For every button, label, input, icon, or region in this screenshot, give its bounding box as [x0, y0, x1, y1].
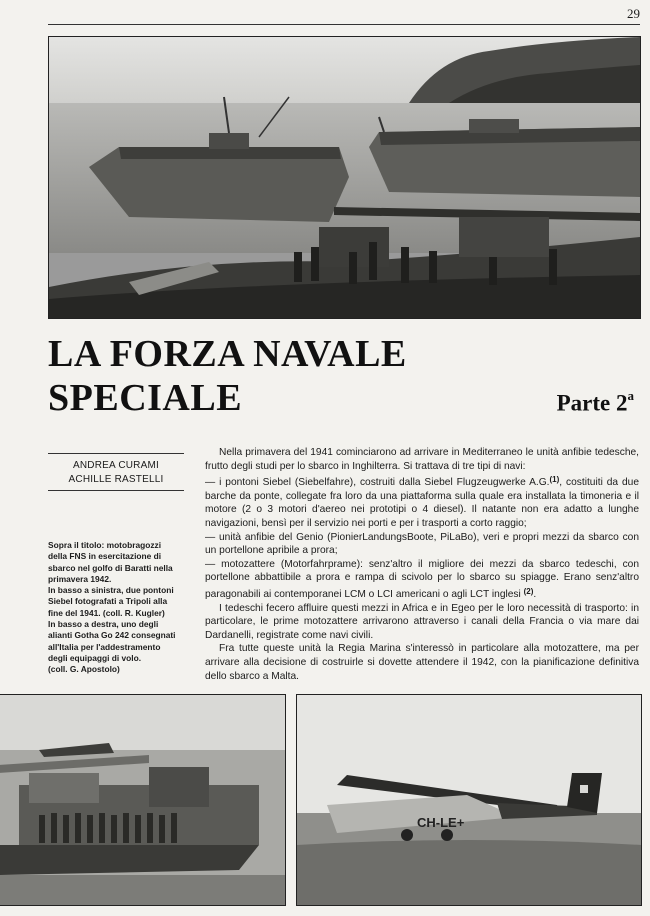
paragraph: — unità anfibie del Genio (PionierLandungsBoote, PiLaBo), veri e propri mezzi da sbarco con un portellone apribile a prora;: [205, 531, 639, 557]
authors-block: [48, 453, 184, 491]
paragraph: Nella primavera del 1941 cominciarono ad arrivare in Mediterraneo le unità anfibie tedesche, frutto degli studi per lo sbarco in Inghilterra. Si trattava di tre tipi di navi:: [205, 447, 639, 472]
photo-landing-boats: [48, 36, 641, 319]
photo-gotha-glider: [296, 694, 642, 906]
author-name: ANDREA CURAMI: [73, 460, 159, 471]
article-part: [557, 390, 634, 417]
footnote-ref: (1): [549, 475, 560, 485]
paragraph: [205, 558, 639, 602]
part-superscript: a: [627, 388, 634, 403]
top-rule: [48, 24, 640, 25]
paragraph-text: .: [533, 588, 537, 600]
article-title: [48, 332, 407, 420]
page-number: 29: [627, 6, 640, 21]
paragraph: I tedeschi fecero affluire questi mezzi in Africa e in Egeo per le loro necessità di trasporto: in particolare, le prime motozattere arrivarono attraverso i canali della Francia o via mare dai Dardanelli, registrate come navi civili.: [205, 602, 639, 641]
glider-marking: CH-LE+: [417, 815, 465, 830]
photo-siebel-pontoons: [0, 694, 286, 906]
title-line-1: LA FORZA NAVALE: [48, 333, 407, 375]
photo-caption: Sopra il titolo: motobragozzi della FNS in esercitazione di sbarco nel golfo di Baratti nella primavera 1942. In basso a sinistra, due pontoni Siebel fotografati a Tripoli alla fine del 1941. (coll. R. Kugler) In basso a destra, uno degli alianti Gotha Go 242 consegnati all'Italia per l'addestramento degli equipaggi di volo. (coll. G. Apostolo): [48, 540, 176, 675]
paragraph-text: — i pontoni Siebel (Siebelfahre), costruiti dalla Siebel Flugzeugwerke A.G.: [205, 477, 550, 489]
paragraph: [205, 473, 639, 530]
author-name: ACHILLE RASTELLI: [68, 474, 164, 485]
paragraph-text: — motozattere (Motorfahrprame): senz'altro il migliore dei mezzi da sbarco tedeschi, con portellone abbattibile a prora e rampa di scivolo per lo sbarco su spiagge. Erano senz'altro paragonabili ai contemporanei LCM o LCI americani o agli LCT inglesi: [205, 558, 639, 600]
part-label: Parte 2: [556, 390, 628, 416]
title-line-2: SPECIALE: [48, 377, 243, 419]
paragraph: Fra tutte queste unità la Regia Marina s'interessò in particolare alla motozattere, ma per arrivare alla decisione di costruirle si dovette attendere il 1942, con la pianificazione definitiva dello sbarco a Malta.: [205, 643, 639, 682]
paragraph-text: , costituiti da due barche da ponte, collegate fra loro da una piattaforma sulla quale era installata la timoneria e il motore (2 o 3 motori d'aereo nei prototipi o 4 diesel). Il natante non era adatto a lunghe navigazioni, bensì per il servizio nei porti e per i trasporti a corto raggio;: [205, 477, 640, 529]
article-body: [205, 446, 639, 683]
footnote-ref: (2): [523, 586, 534, 596]
